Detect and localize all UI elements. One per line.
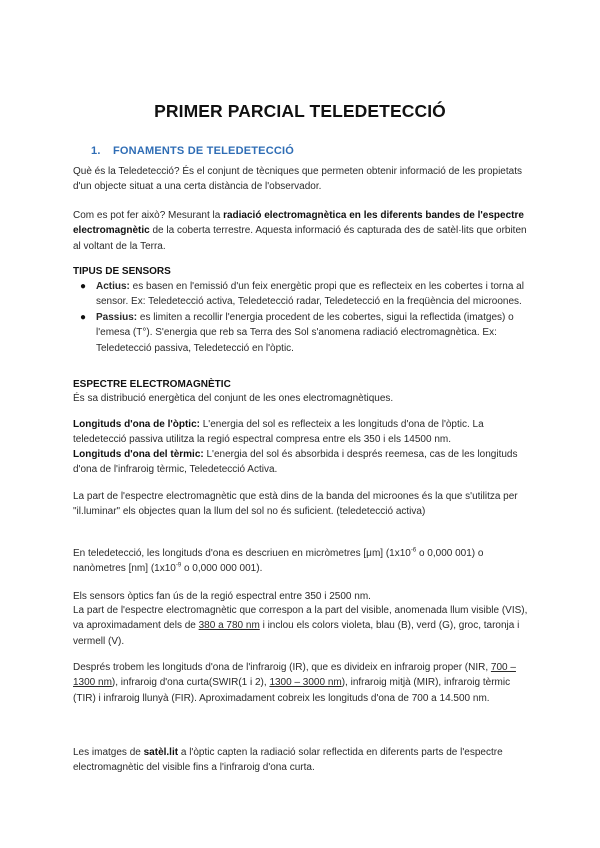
optical-text: L'energia del sol es reflecteix a les longituds d'ona de l'òptic. La teledetecció passiva utilitza la regió espectral compresa entre els 350 i els 14500 nm.: [73, 419, 484, 446]
bullet-icon: ●: [80, 311, 87, 323]
section-number: 1.: [91, 145, 101, 157]
visible-text: La part de l'espectre electromagnètic que correspon a la part del visible, anomenada llum visible (VIS), va aproximadament dels de: [73, 605, 528, 632]
intro-paragraph: Què és la Teledetecció? És el conjunt de tècniques que permeten obtenir informació de les propietats d'un objecte situat a una certa distància de l'observador.: [73, 166, 522, 193]
infrared-text-end: ), infraroig mitjà (MIR), infraroig tèrmic (TIR) i infraroig llunyà (FIR). Aproximadament cobreix les longituds d'ona de 700 a 14.500 nm.: [73, 677, 511, 704]
optical-paragraph: [73, 417, 531, 448]
sensor-term: Passius:: [96, 311, 138, 323]
document-title: PRIMER PARCIAL TELEDETECCIÓ: [154, 101, 446, 121]
visible-text-end: i inclou els colors violeta, blau (B), verd (G), groc, taronja i vermell (V).: [73, 620, 520, 647]
how-emphasis: radiació electromagnètica en les diferents bandes de l'espectre electromagnètic: [73, 210, 524, 237]
satellite-text-end: a l'òptic capten la radiació solar reflectida en diferents parts de l'espectre electromagnètic del visible fins a l'infraroig d'ona curta.: [73, 747, 503, 774]
swir-range: 1300 – 3000 nm: [269, 677, 342, 689]
optical-term: Longituds d'ona de l'òptic:: [73, 419, 200, 430]
how-paragraph: [73, 208, 531, 254]
satellite-text: Les imatges de: [73, 747, 144, 758]
section-heading: [91, 145, 294, 157]
satellite-term: satèl.lit: [143, 747, 179, 758]
section-title: FONAMENTS DE TELEDETECCIÓ: [113, 145, 295, 157]
infrared-text: Després trobem les longituds d'ona de l'infraroig (IR), que es divideix en infraroig proper (NIR,: [73, 662, 491, 673]
thermal-term: Longituds d'ona del tèrmic:: [73, 449, 204, 460]
optical-sensors-paragraph: Els sensors òptics fan ús de la regió espectral entre 350 i 2500 nm.: [73, 591, 371, 602]
exponent: -9: [175, 563, 182, 570]
spectrum-definition: És sa distribució energètica del conjunt de les ones electromagnètiques.: [73, 393, 394, 404]
nir-range: 700 – 1300 nm: [73, 662, 516, 689]
units-text: o 0,000 000 001).: [181, 563, 263, 575]
thermal-text: L'energia del sol és absorbida i després reemesa, cas de les longituds d'ona de l'infraroig tèrmic, Teledetecció Activa.: [73, 449, 518, 476]
sensor-description: es limiten a recollir l'energia procedent de les cobertes, sigui la reflectida (imatges) o l'emesa (T°). S'energia que reb sa Terra des Sol s'anomena radiació electromagnètica. Ex: Teledetecció passiva, Teledetecció en l'òptic.: [96, 311, 514, 354]
spectrum-heading: ESPECTRE ELECTROMAGNÈTIC: [73, 379, 231, 390]
thermal-paragraph: [73, 447, 531, 478]
how-text-end: de la coberta terrestre. Aquesta informació és capturada des de satèl·lits que orbiten al voltant de la Terra.: [73, 225, 527, 252]
sensor-list: [73, 279, 531, 356]
sensors-heading: TIPUS DE SENSORS: [73, 266, 171, 277]
how-text: Com es pot fer això? Mesurant la: [73, 210, 224, 221]
exponent: -6: [410, 547, 417, 554]
bullet-icon: ●: [80, 281, 87, 292]
units-text: o 0,000 001) o nanòmetres [nm] (1x10: [73, 548, 484, 575]
units-text: En teledetecció, les longituds d'ona es descriuen en micròmetres [μm] (1x10: [73, 548, 411, 559]
units-paragraph: [73, 546, 531, 577]
microwave-paragraph: La part de l'espectre electromagnètic que està dins de la banda del microones és la que s'utilitza per "il.luminar" els objectes quan la llum del sol no és suficient. (teledetecció activa): [73, 491, 518, 518]
visible-range: 380 a 780 nm: [198, 620, 260, 632]
infrared-paragraph: [73, 660, 531, 706]
infrared-text: ), infraroig d'ona curta(SWIR(1 i 2),: [111, 677, 270, 689]
sensor-term: Actius:: [96, 281, 130, 292]
sensor-description: es basen en l'emissió d'un feix energètic propi que es reflecteix en les cobertes i torna al sensor. Ex: Teledetecció activa, Teledetecció radar, Teledetecció en la freqüència del microones.: [96, 281, 524, 308]
visible-paragraph: [73, 603, 531, 649]
list-item: [73, 310, 531, 356]
list-item: [73, 279, 531, 310]
satellite-paragraph: [73, 745, 531, 776]
